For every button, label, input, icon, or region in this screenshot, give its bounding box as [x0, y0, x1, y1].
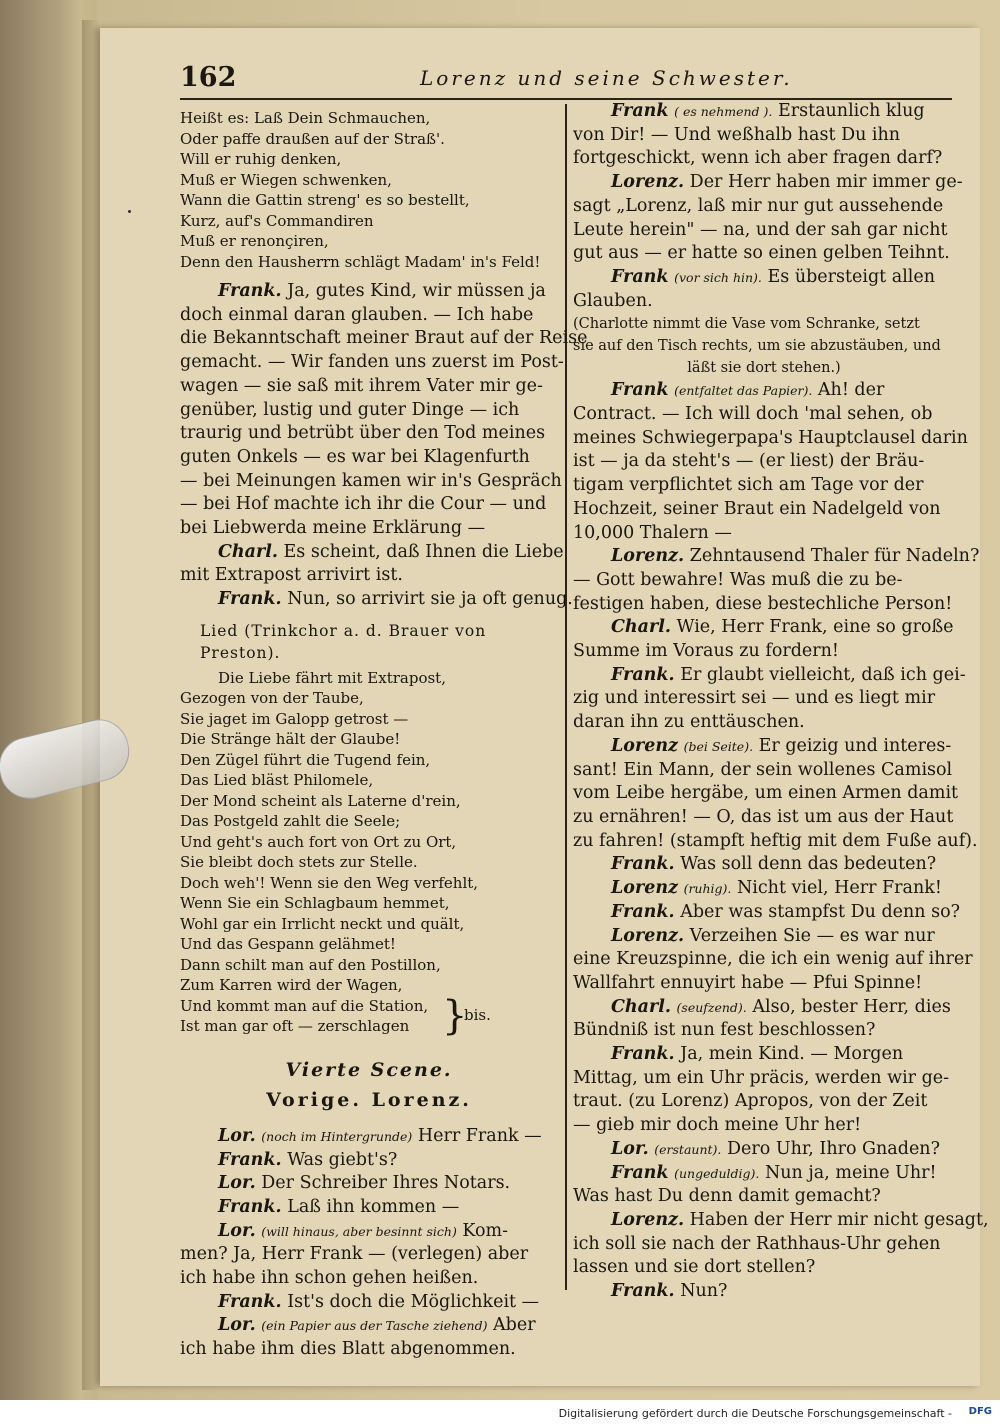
- text-line: [573, 759, 955, 783]
- stage-direction: [573, 357, 955, 379]
- speech-line: [180, 1291, 558, 1315]
- text-line: [573, 1067, 955, 1091]
- dfg-logo: DFG: [968, 1406, 992, 1417]
- speech-line: [573, 735, 955, 759]
- text-line: [573, 474, 955, 498]
- verse-line: Wohl gar ein Irrlicht neckt und quält,: [180, 914, 465, 933]
- line-text: meines Schwiegerpapa's Hauptclausel darin: [573, 427, 968, 448]
- speaker-name: Lorenz: [611, 878, 678, 899]
- line-text: Bündniß ist nun fest beschlossen?: [573, 1020, 876, 1041]
- line-text: zu fahren! (stampft heftig mit dem Fuße auf).: [573, 830, 978, 851]
- text-line: [573, 1090, 955, 1114]
- scene-persons: Vorige. Lorenz.: [266, 1088, 472, 1111]
- text-line: [573, 569, 955, 593]
- text-line: [573, 124, 955, 148]
- scene-title: Vierte Scene.: [285, 1058, 453, 1081]
- line-text: sagt „Lorenz, laß mir nur gut aussehende: [573, 195, 944, 216]
- ink-dot: [128, 210, 131, 213]
- speech-line: [573, 616, 955, 640]
- speech-line: [180, 1149, 558, 1173]
- speech-line: [180, 588, 573, 612]
- bis-mark: bis.: [464, 1005, 491, 1024]
- verse-line: Das Postgeld zahlt die Seele;: [180, 812, 401, 831]
- speech-line: [573, 996, 955, 1020]
- speaker-name: Frank: [611, 380, 669, 401]
- line-text: gut aus — er hatte so einen gelben Teihnt.: [573, 243, 950, 264]
- text-line: [180, 517, 558, 541]
- stage-text: (Charlotte nimmt die Vase vom Schranke, setzt: [573, 316, 920, 333]
- text-line: [573, 522, 955, 546]
- speaker-name: Charl.: [611, 996, 671, 1017]
- speaker-name: Lorenz.: [611, 1209, 685, 1230]
- column-rule: [565, 104, 567, 1290]
- line-text: tigam verpflichtet sich am Tage vor der: [573, 475, 924, 496]
- line-text: vom Leibe hergäbe, um einen Armen damit: [573, 783, 959, 804]
- speech-line: [573, 1162, 955, 1186]
- verse-line: Denn den Hausherrn schlägt Madam' in's Feld!: [180, 252, 541, 271]
- left-column: [180, 108, 588, 1362]
- line-text: Summe im Voraus zu fordern!: [573, 641, 839, 662]
- text-line: [180, 1243, 558, 1267]
- text-line: [180, 446, 558, 470]
- line-text: Zehntausend Thaler für Nadeln?: [689, 546, 980, 567]
- verse-line: Wenn Sie ein Schlagbaum hemmet,: [180, 894, 450, 913]
- speech-line: [573, 925, 955, 949]
- speech-line: [180, 541, 564, 565]
- right-column: [573, 100, 989, 1304]
- speech-line: [573, 1138, 955, 1162]
- verse-line: Sie jaget im Galopp getrost —: [180, 709, 409, 728]
- page-edge: [82, 20, 102, 1390]
- line-text: Was soll denn das bedeuten?: [680, 854, 937, 875]
- verse-line: Das Lied bläst Philomele,: [180, 771, 374, 790]
- speaker-name: Lorenz: [611, 735, 678, 756]
- text-line: [180, 351, 564, 375]
- text-line: [573, 687, 955, 711]
- speaker-name: Frank.: [218, 589, 282, 610]
- verse-line: Heißt es: Laß Dein Schmauchen,: [180, 109, 431, 127]
- text-line: [573, 1114, 955, 1138]
- text-line: [573, 403, 955, 427]
- running-title: Lorenz und seine Schwester.: [420, 66, 793, 90]
- line-text: Hochzeit, seiner Braut ein Nadelgeld von: [573, 498, 941, 519]
- speaker-name: Lor.: [611, 1138, 649, 1159]
- text-line: [180, 399, 558, 423]
- line-text: Herr Frank —: [417, 1125, 542, 1146]
- line-text: mit Extrapost arrivirt ist.: [180, 565, 403, 586]
- text-line: [180, 1267, 558, 1291]
- line-text: fortgeschickt, wenn ich aber fragen darf?: [573, 148, 943, 169]
- verse-line: Gezogen von der Taube,: [180, 689, 364, 708]
- verse-line: Sie bleibt doch stets zur Stelle.: [180, 853, 418, 872]
- song-refrain: [180, 992, 558, 1039]
- stage-text: sie auf den Tisch rechts, um sie abzustäuben, und: [573, 338, 941, 355]
- text-line: [573, 427, 968, 451]
- speech-line: [573, 853, 955, 877]
- speaker-name: Lor.: [218, 1125, 256, 1146]
- line-text: Er glaubt vielleicht, daß ich gei-: [680, 664, 966, 685]
- line-text: Der Schreiber Ihres Notars.: [261, 1173, 511, 1194]
- line-text: lassen und sie dort stellen?: [573, 1257, 816, 1278]
- stage-direction: (bei Seite).: [683, 738, 754, 754]
- brace-mark: }: [442, 992, 468, 1039]
- line-text: Mittag, um ein Uhr präcis, werden wir ge-: [573, 1067, 950, 1088]
- verse-line: Der Mond scheint als Laterne d'rein,: [180, 791, 461, 810]
- page-number: 162: [180, 62, 237, 93]
- line-text: — bei Hof machte ich ihr die Cour — und: [180, 494, 547, 515]
- verse-block: [180, 108, 558, 272]
- speech-line: [573, 664, 966, 688]
- text-line: [180, 304, 558, 328]
- speech-line: [573, 1280, 955, 1304]
- line-text: Es übersteigt allen: [767, 266, 936, 287]
- line-text: gemacht. — Wir fanden uns zuerst im Post-: [180, 352, 564, 373]
- verse-line: Und kommt man auf die Station,: [180, 996, 429, 1015]
- speaker-name: Frank.: [611, 1044, 675, 1065]
- text-line: [573, 948, 973, 972]
- line-text: genüber, lustig und guter Dinge — ich: [180, 399, 520, 420]
- speaker-name: Frank: [611, 1162, 669, 1183]
- speech-line: [180, 280, 558, 304]
- verse-line: Doch weh'! Wenn sie den Weg verfehlt,: [180, 873, 479, 892]
- line-text: Es scheint, daß Ihnen die Liebe: [283, 541, 564, 562]
- line-text: Ja, mein Kind. — Morgen: [680, 1044, 904, 1065]
- verse-line: Zum Karren wird der Wagen,: [180, 976, 403, 995]
- speaker-name: Frank.: [218, 1149, 282, 1170]
- line-text: zu ernähren! — O, das ist um aus der Haut: [573, 806, 954, 827]
- stage-direction: (noch im Hintergrunde): [261, 1128, 413, 1144]
- line-text: Contract. — Ich will doch 'mal sehen, ob: [573, 404, 933, 425]
- speech-line: [573, 379, 955, 403]
- line-text: Erstaunlich klug: [777, 101, 925, 121]
- text-line: [573, 711, 955, 735]
- line-text: — gieb mir doch meine Uhr her!: [573, 1115, 862, 1136]
- line-text: men? Ja, Herr Frank — (verlegen) aber: [180, 1244, 529, 1265]
- text-line: [573, 972, 955, 996]
- text-line: [573, 1019, 955, 1043]
- line-text: sant! Ein Mann, der sein wollenes Camisol: [573, 759, 953, 780]
- text-line: [573, 147, 955, 171]
- line-text: Haben der Herr mir nicht gesagt,: [689, 1209, 989, 1230]
- stage-direction: [573, 313, 955, 335]
- line-text: ich habe ihn schon gehen heißen.: [180, 1268, 479, 1289]
- speaker-name: Frank.: [611, 854, 675, 875]
- verse-line: Dann schilt man auf den Postillon,: [180, 955, 441, 974]
- line-text: traut. (zu Lorenz) Apropos, von der Zeit: [573, 1091, 928, 1112]
- line-text: Ah! der: [817, 380, 885, 401]
- line-text: — bei Meinungen kamen wir in's Gespräch: [180, 470, 562, 491]
- line-text: daran ihn zu enttäuschen.: [573, 712, 805, 733]
- stage-direction: ( es nehmend ).: [674, 104, 773, 119]
- line-text: zig und interessirt sei — und es liegt mir: [573, 688, 936, 709]
- line-text: wagen — sie saß mit ihrem Vater mir ge-: [180, 375, 543, 396]
- speaker-name: Lor.: [218, 1220, 256, 1241]
- line-text: Der Herr haben mir immer ge-: [689, 172, 963, 193]
- footer: [0, 1400, 1000, 1426]
- line-text: Wallfahrt ennuyirt habe — Pfui Spinne!: [573, 972, 923, 993]
- song-title: Lied (Trinkchor a. d. Brauer von Preston).: [200, 621, 487, 662]
- dialog-frank-1: [180, 280, 588, 541]
- text-line: [573, 1185, 955, 1209]
- line-text: Dero Uhr, Ihro Gnaden?: [726, 1138, 940, 1159]
- text-line: [180, 327, 588, 351]
- stage-direction: (entfaltet das Papier).: [674, 383, 813, 399]
- line-text: doch einmal daran glauben. — Ich habe: [180, 304, 534, 325]
- stage-direction: [573, 335, 955, 357]
- line-text: Was giebt's?: [287, 1149, 398, 1170]
- text-line: [180, 375, 558, 399]
- stage-direction: (seufzend).: [676, 999, 747, 1015]
- verse-line: Oder paffe draußen auf der Straß'.: [180, 129, 445, 148]
- speech-line: [573, 266, 955, 290]
- dialog-frank-2: [180, 588, 573, 612]
- speech-line: [573, 1043, 955, 1067]
- line-text: Also, bester Herr, dies: [752, 996, 951, 1017]
- line-text: — Gott bewahre! Was muß die zu be-: [573, 569, 903, 590]
- speech-line: [573, 877, 955, 901]
- page-header: [180, 62, 952, 94]
- verse-line: Und geht's auch fort von Ort zu Ort,: [180, 832, 457, 851]
- text-line: [573, 806, 955, 830]
- text-line: [573, 782, 959, 806]
- speaker-name: Frank.: [218, 1196, 282, 1217]
- speech-line: [573, 545, 980, 569]
- verse-line: Den Zügel führt die Tugend fein,: [180, 750, 431, 769]
- stage-direction: (ein Papier aus der Tasche ziehend): [261, 1318, 488, 1334]
- speaker-name: Lorenz.: [611, 172, 685, 193]
- line-text: Ist's doch die Möglichkeit —: [287, 1291, 540, 1312]
- speech-line: [573, 1209, 989, 1233]
- speaker-name: Lor.: [218, 1173, 256, 1194]
- stage-direction: (will hinaus, aber besinnt sich): [261, 1223, 457, 1239]
- speaker-name: Frank: [611, 266, 669, 287]
- dialog-charl-1: [180, 541, 564, 588]
- stage-direction: (erstaunt).: [654, 1141, 722, 1157]
- line-text: ist — ja da steht's — (er liest) der Bräu-: [573, 451, 925, 472]
- line-text: Kom-: [462, 1220, 509, 1241]
- text-line: [573, 640, 955, 664]
- speaker-name: Frank.: [611, 901, 675, 922]
- speech-line: [180, 1125, 558, 1149]
- line-text: Wie, Herr Frank, eine so große: [676, 617, 954, 638]
- line-text: Er geizig und interes-: [758, 735, 952, 756]
- stage-direction: (ungeduldig).: [674, 1165, 760, 1181]
- text-line: [573, 290, 955, 314]
- line-text: ich soll sie nach der Rathhaus-Uhr gehen: [573, 1233, 941, 1254]
- speaker-name: Frank.: [611, 664, 675, 685]
- line-text: Nun, so arrivirt sie ja oft genug.: [287, 589, 573, 610]
- line-text: Was hast Du denn damit gemacht?: [573, 1186, 881, 1207]
- line-text: Laß ihn kommen —: [287, 1196, 460, 1217]
- text-line: [573, 195, 955, 219]
- song-block: [180, 668, 558, 996]
- line-text: Nicht viel, Herr Frank!: [736, 878, 942, 899]
- speaker-name: Frank.: [218, 1291, 282, 1312]
- text-line: [573, 219, 955, 243]
- line-text: Leute herein" — na, und der sah gar nicht: [573, 219, 948, 240]
- line-text: Verzeihen Sie — es war nur: [689, 925, 935, 946]
- speaker-name: Charl.: [218, 541, 278, 562]
- line-text: ich habe ihm dies Blatt abgenommen.: [180, 1339, 516, 1360]
- verse-line: Die Liebe fährt mit Extrapost,: [218, 668, 446, 687]
- speech-line: [573, 100, 955, 124]
- line-text: Ja, gutes Kind, wir müssen ja: [287, 281, 546, 301]
- verse-line: Kurz, auf's Commandiren: [180, 211, 374, 230]
- speaker-name: Lorenz.: [611, 925, 685, 946]
- verse-line: Wann die Gattin streng' es so bestellt,: [180, 191, 470, 209]
- line-text: 10,000 Thalern —: [573, 522, 732, 543]
- line-text: Nun ja, meine Uhr!: [764, 1162, 937, 1183]
- text-line: [180, 470, 562, 494]
- verse-line: Muß er Wiegen schwenken,: [180, 170, 392, 189]
- verse-line: Ist man gar oft — zerschlagen: [180, 1017, 410, 1036]
- verse-line: Muß er renonçiren,: [180, 232, 329, 250]
- speech-line: [180, 1220, 558, 1244]
- line-text: guten Onkels — es war bei Klagenfurth: [180, 446, 530, 467]
- speaker-name: Lor.: [218, 1315, 256, 1336]
- line-text: Aber was stampfst Du denn so?: [680, 901, 961, 922]
- verse-line: Die Stränge hält der Glaube!: [180, 730, 401, 749]
- line-text: bei Liebwerda meine Erklärung —: [180, 518, 486, 539]
- text-line: [180, 564, 558, 588]
- line-text: die Bekanntschaft meiner Braut auf der Reise: [180, 328, 588, 349]
- text-line: [573, 593, 955, 617]
- stage-text: läßt sie dort stehen.): [687, 360, 841, 377]
- text-line: [573, 450, 955, 474]
- text-line: [573, 1233, 955, 1257]
- speaker-name: Lorenz.: [611, 546, 685, 567]
- speech-line: [573, 901, 961, 925]
- speech-line: [180, 1314, 558, 1338]
- text-line: [573, 242, 955, 266]
- line-text: von Dir! — Und weßhalb hast Du ihn: [573, 124, 901, 145]
- stage-direction: (ruhig).: [683, 881, 732, 897]
- text-line: [180, 1338, 558, 1362]
- verse-line: Und das Gespann gelähmet!: [180, 935, 396, 954]
- text-line: [180, 422, 558, 446]
- line-text: eine Kreuzspinne, die ich ein wenig auf ihrer: [573, 949, 973, 970]
- line-text: Aber: [493, 1315, 536, 1336]
- speech-line: [180, 1196, 558, 1220]
- text-line: [573, 830, 978, 854]
- speaker-name: Frank.: [218, 281, 282, 301]
- verse-line: Will er ruhig denken,: [180, 150, 342, 168]
- line-text: Glauben.: [573, 290, 653, 311]
- line-text: traurig und betrübt über den Tod meines: [180, 423, 546, 444]
- speaker-name: Frank.: [611, 1281, 675, 1302]
- footer-credit: Digitalisierung gefördert durch die Deutsche Forschungsgemeinschaft -: [558, 1407, 952, 1420]
- text-line: [180, 493, 558, 517]
- speaker-name: Charl.: [611, 617, 671, 638]
- line-text: Nun?: [680, 1281, 728, 1302]
- text-line: [573, 1256, 955, 1280]
- speech-line: [180, 1172, 558, 1196]
- speaker-name: Frank: [611, 101, 669, 121]
- speech-line: [573, 171, 963, 195]
- stage-direction: (vor sich hin).: [674, 269, 762, 285]
- text-line: [573, 498, 955, 522]
- scene-dialog: [180, 1125, 558, 1362]
- line-text: festigen haben, diese bestechliche Person!: [573, 593, 953, 614]
